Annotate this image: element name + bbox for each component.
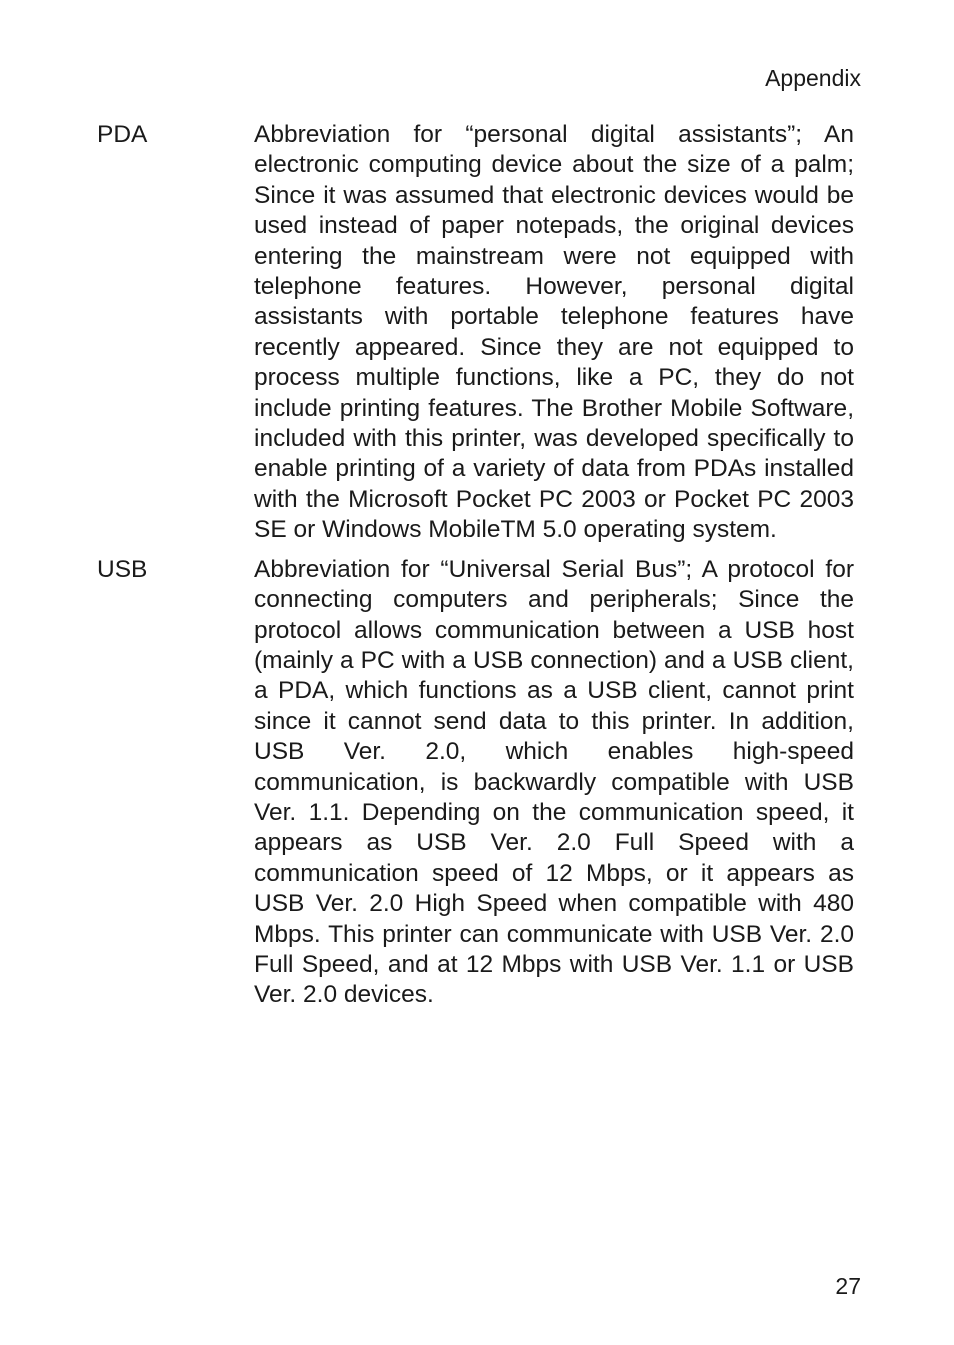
glossary-term: USB [97, 555, 148, 583]
glossary-definition: Abbreviation for “Universal Serial Bus”; A protocol for connecting computers and peripherals; Since the protocol allows communication between a USB host (mainly a PC with a USB connection) and a USB client, a PDA, which functions as a USB client, cannot print since it cannot send data to this printer. In addition, USB Ver. 2.0, which enables high-speed communication, is backwardly compatible with USB Ver. 1.1. Depending on the communication speed, it appears as USB Ver. 2.0 Full Speed with a communication speed of 12 Mbps, or it appears as USB Ver. 2.0 High Speed when compatible with 480 Mbps. This printer can communicate with USB Ver. 2.0 Full Speed, and at 12 Mbps with USB Ver. 1.1 or USB Ver. 2.0 devices. [254, 555, 854, 1009]
running-header: Appendix [765, 65, 861, 91]
glossary-term: PDA [97, 121, 148, 148]
glossary-entry-pda [97, 120, 857, 546]
glossary-definition: Abbreviation for “personal digital assistants”; An electronic computing device about the size of a palm; Since it was assumed that electronic devices would be used instead of paper notepads, the original devices entering the mainstream were not equipped with telephone features. However, personal digital assistants with portable telephone features have recently appeared. Since they are not equipped to process multiple functions, like a PC, they do not include printing features. The Brother Mobile Software, included with this printer, was developed specifically to enable printing of a variety of data from PDAs installed with the Microsoft Pocket PC 2003 or Pocket PC 2003 SE or Windows MobileTM 5.0 operating system. [254, 121, 854, 544]
glossary-entry-usb [97, 555, 857, 1011]
glossary-list [97, 120, 857, 1020]
page-number: 27 [835, 1273, 861, 1299]
